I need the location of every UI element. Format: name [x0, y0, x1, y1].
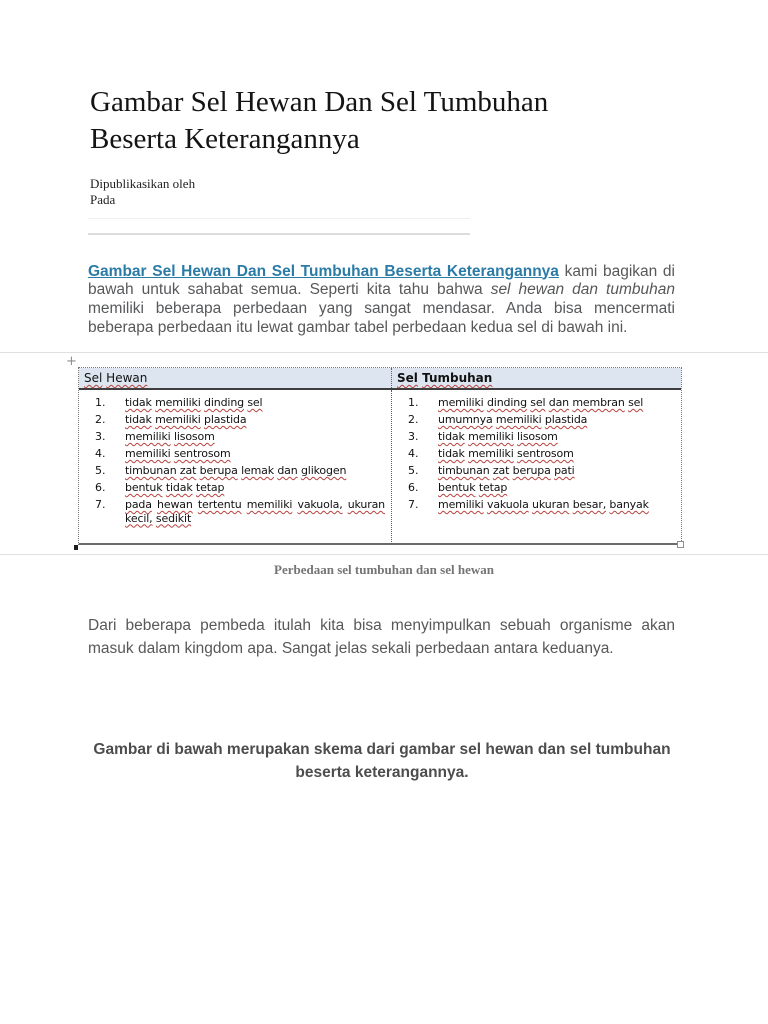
- table-header-row: [79, 368, 681, 390]
- item-text: [438, 481, 675, 495]
- squiggled-word: plastida: [544, 413, 588, 426]
- squiggled-word: sel: [247, 396, 263, 409]
- table-row: [95, 430, 385, 444]
- published-by-label: Dipublikasikan oleh: [90, 176, 196, 191]
- squiggled-word: timbunan: [438, 464, 490, 477]
- squiggled-word: pada: [125, 498, 152, 511]
- table-header-sel-tumbuhan: [392, 368, 681, 388]
- squiggled-word: ukuran: [532, 498, 570, 511]
- table-row: [95, 447, 385, 461]
- item-number: 6.: [95, 481, 106, 494]
- item-text: [438, 430, 675, 444]
- item-text: [438, 447, 675, 461]
- table-header-sel-hewan: [79, 368, 392, 388]
- table-row: [408, 498, 675, 512]
- page-title: Gambar Sel Hewan Dan Sel Tumbuhan Beserta Keterangannya: [90, 86, 549, 155]
- item-text: [438, 413, 675, 427]
- squiggled-word: dan: [548, 396, 569, 409]
- squiggled-word: pati: [554, 464, 575, 477]
- item-text: [125, 464, 385, 478]
- item-text: [125, 481, 385, 495]
- squiggled-word: memiliki: [495, 413, 542, 426]
- squiggled-word: memiliki: [125, 430, 171, 443]
- publication-info: [90, 176, 195, 207]
- squiggled-word: umumnya: [438, 413, 493, 426]
- table-row: [95, 396, 385, 410]
- item-text: [438, 396, 675, 410]
- published-on-label: Pada: [90, 191, 116, 207]
- squiggled-word: banyak: [609, 498, 649, 511]
- squiggled-word: tetap: [478, 481, 508, 494]
- squiggled-word: tetap: [195, 481, 225, 494]
- squiggled-word: Sel: [397, 371, 418, 385]
- squiggled-word: tidak: [438, 447, 465, 460]
- squiggled-word: zat: [492, 464, 510, 477]
- table-row: [408, 481, 675, 495]
- squiggled-word: glikogen: [300, 464, 347, 477]
- squiggled-word: hewan: [157, 498, 193, 511]
- intro-text-2: memiliki beberapa perbedaan yang sangat mendasar. Anda bisa mencermati beberapa perbedaan itu lewat gambar tabel perbedaan kedua sel di bawah ini.: [88, 300, 675, 336]
- item-number: 5.: [95, 464, 106, 477]
- item-number: 4.: [95, 447, 106, 460]
- item-number: 7.: [95, 498, 106, 511]
- item-text: [125, 430, 385, 444]
- table-move-handle-icon[interactable]: +: [66, 354, 77, 369]
- item-number: 2.: [408, 413, 419, 426]
- table-row: [408, 447, 675, 461]
- item-number: 1.: [95, 396, 106, 409]
- item-text: [125, 396, 385, 410]
- item-text: [125, 498, 385, 525]
- squiggled-word: memiliki: [155, 413, 201, 426]
- column-sel-hewan: [79, 390, 392, 544]
- squiggled-word: memiliki: [468, 430, 514, 443]
- item-text: [125, 413, 385, 427]
- table-row: [408, 396, 675, 410]
- squiggled-word: Sel: [84, 371, 103, 385]
- table-row: [408, 464, 675, 478]
- squiggled-word: sedikit: [155, 511, 192, 525]
- squiggled-word: besar,: [572, 498, 607, 511]
- squiggled-word: bentuk: [125, 481, 163, 494]
- squiggled-word: sentrosom: [173, 447, 231, 460]
- squiggled-word: tidak: [165, 481, 193, 494]
- item-number: 5.: [408, 464, 419, 477]
- item-number: 2.: [95, 413, 106, 426]
- squiggled-word: kecil,: [125, 511, 153, 525]
- table-row: [95, 498, 385, 525]
- table-row: [95, 464, 385, 478]
- intro-text-1: kami bagikan di bawah untuk sahabat semua. Seperti kita tahu bahwa: [88, 262, 675, 299]
- figure-bottom-edge: [0, 554, 768, 555]
- table-row: [408, 413, 675, 427]
- squiggled-word: memiliki: [155, 396, 201, 409]
- squiggled-word: vakuola,: [297, 498, 343, 511]
- bold-note-paragraph: Gambar di bawah merupakan skema dari gambar sel hewan dan sel tumbuhan beserta keterangannya.: [93, 740, 671, 781]
- intro-italic-text: sel hewan dan tumbuhan: [490, 281, 675, 299]
- item-text: [438, 498, 675, 512]
- squiggled-word: memiliki: [438, 396, 484, 409]
- squiggled-word: memiliki: [125, 447, 171, 460]
- squiggled-word: Hewan: [106, 371, 148, 385]
- squiggled-word: sel: [530, 396, 546, 409]
- squiggled-word: tidak: [125, 396, 152, 409]
- squiggled-word: tidak: [438, 430, 465, 443]
- squiggled-word: timbunan: [125, 464, 177, 477]
- squiggled-word: berupa: [199, 464, 238, 477]
- item-text: [438, 464, 675, 478]
- squiggled-word: bentuk: [438, 481, 476, 494]
- item-number: 4.: [408, 447, 419, 460]
- squiggled-word: zat: [179, 464, 197, 477]
- figure-top-edge: [0, 352, 768, 353]
- squiggled-word: berupa: [512, 464, 551, 477]
- squiggled-word: sel: [628, 396, 644, 409]
- table-row: [95, 413, 385, 427]
- squiggled-word: memiliki: [438, 498, 484, 511]
- squiggled-word: ukuran: [347, 498, 385, 511]
- item-number: 3.: [408, 430, 419, 443]
- squiggled-word: memiliki: [468, 447, 514, 460]
- selection-handle-bottom-left[interactable]: [74, 545, 78, 550]
- squiggled-word: dinding: [486, 396, 527, 409]
- article-link[interactable]: Gambar Sel Hewan Dan Sel Tumbuhan Beserta Keterangannya: [88, 262, 559, 280]
- squiggled-word: tertentu: [197, 498, 242, 511]
- item-number: 3.: [95, 430, 106, 443]
- table-caption: Perbedaan sel tumbuhan dan sel hewan: [274, 562, 494, 577]
- squiggled-word: vakuola: [486, 498, 529, 511]
- squiggled-word: dan: [277, 464, 298, 477]
- squiggled-word: plastida: [204, 413, 247, 426]
- squiggled-word: sentrosom: [517, 447, 574, 460]
- table-row: [95, 481, 385, 495]
- divider-line-bottom: [88, 233, 470, 235]
- resize-handle-bottom-right[interactable]: [677, 541, 684, 548]
- item-number: 6.: [408, 481, 419, 494]
- item-number: 7.: [408, 498, 419, 511]
- item-number: 1.: [408, 396, 419, 409]
- conclusion-paragraph: Dari beberapa pembeda itulah kita bisa menyimpulkan sebuah organisme akan masuk dalam kingdom apa. Sangat jelas sekali perbedaan antara keduanya.: [88, 616, 675, 657]
- column-sel-tumbuhan: [392, 390, 681, 544]
- table-row: [408, 430, 675, 444]
- squiggled-word: lisosom: [173, 430, 215, 443]
- squiggled-word: memiliki: [246, 498, 293, 511]
- divider-line-top: [88, 218, 470, 219]
- cell-comparison-table: [78, 367, 682, 545]
- item-text: [125, 447, 385, 461]
- squiggled-word: Tumbuhan: [422, 371, 493, 385]
- squiggled-word: dinding: [204, 396, 244, 409]
- squiggled-word: lemak: [241, 464, 274, 477]
- intro-paragraph: [88, 263, 675, 338]
- squiggled-word: tidak: [125, 413, 152, 426]
- squiggled-word: lisosom: [517, 430, 558, 443]
- table-body: [79, 390, 681, 544]
- squiggled-word: membran: [572, 396, 625, 409]
